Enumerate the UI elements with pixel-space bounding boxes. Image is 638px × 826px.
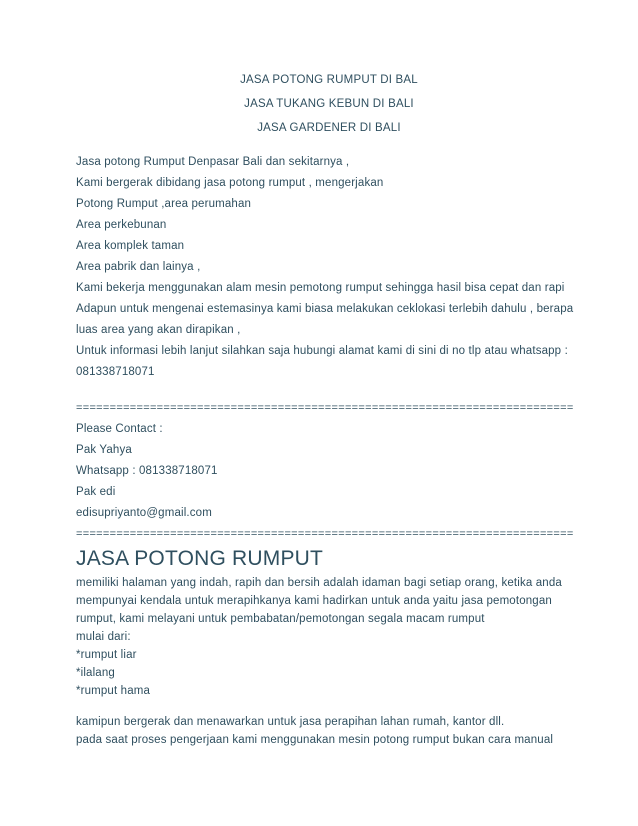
separator-top: ========================================================================== [76,402,574,414]
contact-email: edisupriyanto@gmail.com [76,507,212,519]
list-item: *rumput hama [76,685,151,697]
intro-line: Area perkebunan [76,219,167,231]
intro-line: Potong Rumput ,area perumahan [76,198,252,210]
title-block [0,68,638,140]
intro-line: Jasa potong Rumput Denpasar Bali dan sekitarnya , [76,156,350,168]
intro-line: Untuk informasi lebih lanjut silahkan saja hubungi alamat kami di sini di no tlp atau whatsapp : [76,345,568,357]
title-line-1: JASA POTONG RUMPUT DI BAL [240,74,418,86]
intro-line: Kami bergerak dibidang jasa potong rumput , mengerjakan [76,177,384,189]
section-paragraph [76,574,576,700]
section-line: rumput, kami melayani untuk pembabatan/pemotongan segala macam rumput [76,613,485,625]
title-line-3: JASA GARDENER DI BALI [257,122,401,134]
separator-bottom: ========================================================================== [76,528,574,540]
section-heading: JASA POTONG RUMPUT [76,547,324,570]
intro-line: Adapun untuk mengenai estemasinya kami biasa melakukan ceklokasi terlebih dahulu , berapa [76,303,574,315]
contact-whatsapp: Whatsapp : 081338718071 [76,465,218,477]
contact-block [76,398,576,545]
list-item: *rumput liar [76,649,137,661]
intro-line: Area pabrik dan lainya , [76,261,201,273]
section-line: memiliki halaman yang indah, rapih dan bersih adalah idaman bagi setiap orang, ketika anda [76,577,562,589]
intro-line: luas area yang akan dirapikan , [76,324,241,336]
phone-number: 081338718071 [76,366,155,378]
list-item: *ilalang [76,667,115,679]
intro-paragraph [76,152,576,383]
section-line: mempunyai kendala untuk merapihkanya kami hadirkan untuk anda yaitu jasa pemotongan [76,595,552,607]
title-line-2: JASA TUKANG KEBUN DI BALI [244,98,414,110]
closing-line: pada saat proses pengerjaan kami menggunakan mesin potong rumput bukan cara manual [76,734,554,746]
contact-name: Pak Yahya [76,444,132,456]
closing-paragraph [76,713,576,749]
intro-line: Area komplek taman [76,240,185,252]
section-line: mulai dari: [76,631,131,643]
contact-heading: Please Contact : [76,423,163,435]
closing-line: kamipun bergerak dan menawarkan untuk jasa perapihan lahan rumah, kantor dll. [76,716,505,728]
contact-name: Pak edi [76,486,116,498]
intro-line: Kami bekerja menggunakan alam mesin pemotong rumput sehingga hasil bisa cepat dan rapi [76,282,565,294]
